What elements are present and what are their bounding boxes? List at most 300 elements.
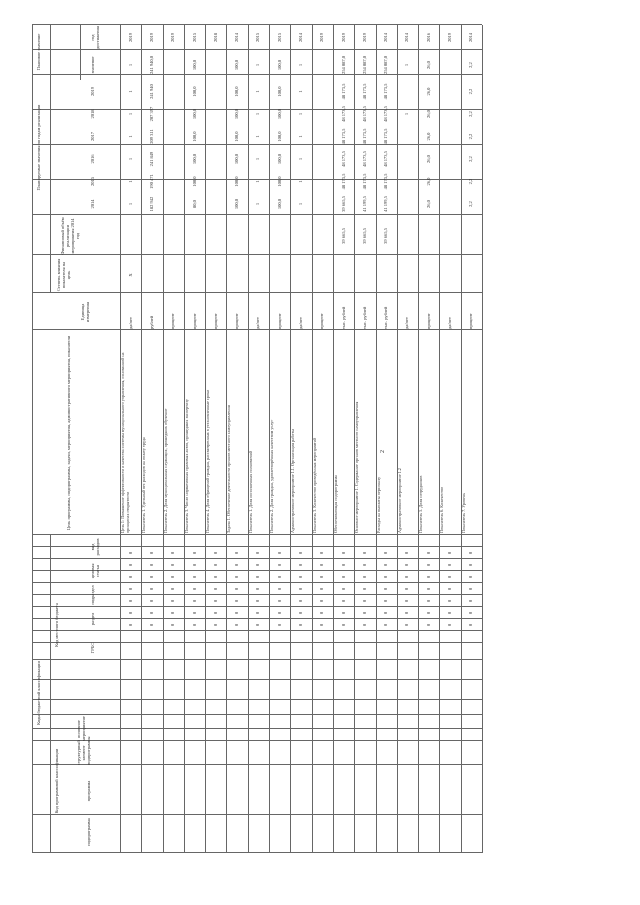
- row-year-reach: 2018: [212, 33, 218, 42]
- row-unit: да/нет: [404, 317, 410, 329]
- row-year-value: 48 173,5: [361, 173, 367, 190]
- code-digit: 0: [212, 587, 218, 591]
- header-budget-col: подраздел: [90, 585, 95, 605]
- code-digit: 0: [212, 623, 218, 627]
- code-digit: 0: [319, 575, 325, 579]
- code-digit: 0: [276, 587, 282, 591]
- row-year-value: 100,0: [191, 86, 197, 97]
- code-digit: 0: [383, 587, 389, 591]
- code-digit: 0: [425, 563, 431, 567]
- code-digit: 0: [447, 563, 453, 567]
- code-digit: 0: [468, 551, 474, 555]
- row-year-value: 2,2: [468, 178, 474, 185]
- code-digit: 0: [170, 611, 176, 615]
- column-rule: [32, 728, 482, 729]
- code-digit: 0: [298, 599, 303, 603]
- row-year-reach: 2014: [234, 33, 240, 42]
- code-digit: 0: [170, 563, 176, 567]
- row-year-value: 48 173,5: [383, 106, 389, 122]
- row-year-value: 1: [298, 180, 303, 183]
- code-digit: 0: [298, 551, 303, 555]
- row-year-value: 190 471: [148, 174, 154, 189]
- header-year: 2019: [90, 87, 95, 96]
- row-year-value: 26,0: [425, 200, 431, 208]
- code-digit: 0: [212, 563, 218, 567]
- row-year-value: 39 665,5: [340, 196, 346, 212]
- code-digit: 0: [340, 611, 346, 615]
- row-final-value: 100,0: [191, 59, 197, 71]
- row-year-value: 100,0: [276, 108, 282, 120]
- code-digit: 0: [191, 611, 197, 615]
- header-by-years: Планируемые значения по годам реализации: [36, 104, 41, 191]
- code-digit: 0: [170, 575, 176, 579]
- row-year-value: 1: [255, 112, 261, 116]
- code-digit: 0: [191, 623, 197, 627]
- row-unit: процент: [276, 313, 282, 329]
- row-final-value: 1: [404, 63, 410, 67]
- row-year-value: 48 173,5: [383, 151, 389, 167]
- header-year: 2018: [90, 109, 95, 119]
- code-digit: 0: [404, 611, 410, 615]
- code-digit: 0: [148, 587, 154, 591]
- row-year-value: 2,2: [468, 156, 474, 162]
- code-digit: 0: [212, 611, 218, 615]
- code-digit: 0: [212, 551, 218, 555]
- row-finance: 39 665,5: [361, 228, 367, 244]
- row-unit: тыс. рублей: [383, 306, 389, 329]
- row-unit: тыс. рублей: [340, 306, 346, 329]
- row-year-value: 241 940: [148, 84, 154, 99]
- row-year-value: 241 849: [148, 151, 154, 167]
- row-year-reach: 2019: [319, 33, 325, 42]
- row-year-value: 26,0: [425, 110, 431, 118]
- code-digit: 0: [361, 551, 367, 555]
- header-year: 2017: [90, 132, 95, 141]
- row-description: Показатель 4. Доля обращений граждан, рассмотренных в установленные сроки: [205, 389, 211, 533]
- code-digit: 0: [127, 623, 133, 627]
- header-value: значение: [90, 56, 95, 74]
- column-rule: [32, 679, 482, 680]
- code-digit: 0: [468, 623, 474, 627]
- code-digit: 0: [234, 611, 240, 615]
- code-digit: 0: [383, 575, 389, 579]
- code-digit: 0: [255, 611, 261, 615]
- row-year-reach: 2015: [255, 33, 261, 42]
- row-year-value: 100,0: [234, 86, 240, 97]
- row-unit: да/нет: [127, 317, 133, 329]
- code-digit: 0: [404, 587, 410, 591]
- column-rule: [32, 659, 482, 660]
- code-digit: 0: [319, 551, 325, 555]
- row-year-value: 26,0: [425, 132, 431, 141]
- row-year-value: 100,0: [191, 131, 197, 142]
- row-year-value: 41 199,5: [361, 196, 367, 212]
- row-year-value: 1: [127, 157, 133, 161]
- code-digit: 0: [148, 599, 154, 603]
- column-rule: [32, 329, 482, 330]
- code-digit: 0: [319, 599, 325, 603]
- column-rule: [32, 714, 482, 715]
- row-year-value: 48 173,5: [340, 173, 346, 190]
- code-digit: 0: [234, 623, 240, 627]
- code-digit: 0: [425, 587, 431, 591]
- code-digit: 0: [319, 611, 325, 615]
- row-unit: процент: [425, 313, 431, 329]
- code-digit: 0: [468, 587, 474, 591]
- row-year-value: 1: [404, 112, 410, 116]
- code-digit: 0: [148, 623, 154, 627]
- code-digit: 0: [127, 587, 133, 591]
- row-year-value: 2,2: [468, 88, 474, 95]
- code-digit: 0: [383, 551, 389, 555]
- header-group-rule: [50, 25, 51, 293]
- code-digit: 0: [127, 563, 133, 567]
- row-final-value: 1: [127, 63, 133, 67]
- row-final-value: 100,0: [234, 59, 240, 71]
- code-digit: 0: [191, 587, 197, 591]
- code-digit: 0: [255, 563, 261, 567]
- row-year-value: 48 173,5: [361, 128, 367, 145]
- row-year-value: 1: [255, 157, 261, 161]
- code-digit: 0: [468, 563, 474, 567]
- column-rule: [32, 254, 482, 255]
- code-digit: 0: [191, 563, 197, 567]
- code-digit: 0: [127, 575, 133, 579]
- row-year-value: 100,0: [191, 108, 197, 120]
- code-digit: 0: [319, 587, 325, 591]
- row-year-value: 1: [255, 202, 261, 206]
- header-year: 2015: [90, 177, 95, 186]
- code-digit: 0: [191, 551, 197, 555]
- code-digit: 0: [234, 563, 240, 567]
- code-digit: 0: [148, 551, 154, 555]
- row-year-value: 48 173,5: [340, 128, 346, 145]
- row-year-value: 207 397: [148, 106, 154, 122]
- code-digit: 0: [276, 551, 282, 555]
- row-year-value: 48 173,5: [361, 151, 367, 167]
- row-year-value: 1: [127, 112, 133, 116]
- code-digit: 0: [234, 587, 240, 591]
- code-digit: 0: [234, 551, 240, 555]
- row-year-value: 48 173,5: [340, 106, 346, 122]
- code-digit: 0: [447, 599, 453, 603]
- header-subprogram: подпрограмма: [86, 818, 91, 846]
- row-year-reach: 2019: [170, 33, 176, 42]
- code-digit: 0: [447, 623, 453, 627]
- column-rule: [32, 740, 482, 741]
- row-unit: процент: [319, 313, 325, 329]
- code-digit: 0: [383, 599, 389, 603]
- row-year-reach: 2014: [298, 33, 303, 42]
- row-year-value: 48 173,5: [340, 151, 346, 167]
- code-digit: 0: [361, 575, 367, 579]
- row-year-value: 1: [255, 90, 261, 93]
- row-year-value: 209 311: [148, 129, 154, 144]
- header-budget-col: ГРБС: [90, 642, 95, 654]
- row-description: Обеспечивающая подпрограмма: [332, 475, 338, 533]
- row-year-reach: 2014: [468, 33, 474, 42]
- row-year-value: 2,2: [468, 133, 474, 140]
- row-unit: рублей: [148, 315, 154, 329]
- row-year-value: 100,0: [276, 176, 282, 187]
- row-finance: 39 665,5: [340, 228, 346, 244]
- row-year-value: 48 173,5: [361, 83, 367, 100]
- row-year-value: 2,2: [468, 201, 474, 207]
- code-digit: 0: [425, 599, 431, 603]
- row-description: Административное мероприятие 1.1. Организация работы: [290, 429, 296, 533]
- code-digit: 0: [298, 587, 303, 591]
- row-weight: X: [127, 273, 133, 277]
- row-year-value: 100,0: [191, 176, 197, 187]
- header-final: Плановое значение: [36, 33, 41, 71]
- code-digit: 0: [340, 599, 346, 603]
- row-unit: процент: [212, 313, 218, 329]
- row-year-value: 26,0: [425, 87, 431, 96]
- row-year-value: 1: [127, 90, 133, 93]
- code-digit: 0: [319, 623, 325, 627]
- code-digit: 0: [170, 623, 176, 627]
- row-description: Цель 1: Повышение эффективности и качества системы муниципального управления, основанной на принципах открытости: [120, 352, 130, 533]
- row-year-value: 1: [298, 135, 303, 138]
- column-rule: [32, 642, 482, 643]
- code-digit: 0: [383, 623, 389, 627]
- row-final-value: 254 087,0: [340, 56, 346, 74]
- code-digit: 0: [255, 587, 261, 591]
- page-number: 2: [380, 450, 386, 453]
- row-year-value: 100,0: [234, 153, 240, 165]
- code-digit: 0: [404, 599, 410, 603]
- row-description: Показатель 1. Доля исполненных полномочий: [247, 450, 253, 533]
- header-program: программа: [86, 780, 91, 802]
- row-year-reach: 2015: [191, 33, 197, 42]
- table-bottom-border: [482, 25, 483, 853]
- code-digit: 0: [447, 611, 453, 615]
- column-rule: [32, 292, 482, 293]
- code-digit: 0: [148, 611, 154, 615]
- row-year-reach: 2019: [148, 33, 154, 42]
- header-year: 2014: [90, 199, 95, 209]
- code-digit: 0: [447, 575, 453, 579]
- row-year-value: 100,0: [276, 131, 282, 142]
- row-year-value: 100,0: [234, 108, 240, 120]
- header-budget-col: вид расходов: [90, 538, 100, 556]
- row-description: Показатель 6. Количество: [439, 486, 445, 533]
- header-goal-name: Цель программы, подпрограммы, задачи, мероприятия, административного мероприятия, показатели: [66, 335, 71, 531]
- row-year-value: 26,0: [425, 155, 431, 163]
- header-group-rule: [50, 535, 51, 853]
- row-description: Показатель 3. Количество проведённых мероприятий: [311, 437, 317, 533]
- row-year-value: 100,0: [234, 131, 240, 142]
- row-year-value: 26,0: [425, 177, 431, 186]
- code-digit: 0: [383, 611, 389, 615]
- code-digit: 0: [361, 623, 367, 627]
- code-digit: 0: [255, 623, 261, 627]
- code-digit: 0: [191, 575, 197, 579]
- code-digit: 0: [234, 575, 240, 579]
- header-year: 2016: [90, 154, 95, 164]
- row-description: Основное мероприятие 1. Содержание органов местного самоуправления: [354, 401, 360, 533]
- row-year-reach: 2019: [340, 33, 346, 42]
- code-digit: 0: [255, 551, 261, 555]
- header-group-rule: [80, 25, 81, 80]
- column-rule: [32, 814, 482, 815]
- code-digit: 0: [425, 575, 431, 579]
- row-year-reach: 2015: [276, 33, 282, 42]
- row-year-value: 41 199,5: [383, 196, 389, 212]
- row-year-value: 1: [298, 90, 303, 93]
- row-unit: да/нет: [255, 317, 261, 329]
- code-digit: 0: [255, 575, 261, 579]
- code-digit: 0: [361, 599, 367, 603]
- row-year-value: 100,0: [191, 153, 197, 165]
- code-digit: 0: [170, 587, 176, 591]
- code-digit: 0: [298, 623, 303, 627]
- code-digit: 0: [255, 599, 261, 603]
- code-digit: 0: [447, 587, 453, 591]
- row-year-value: 100,0: [276, 153, 282, 165]
- row-unit: процент: [170, 313, 176, 329]
- header-weight: Степень влияния показателя на цель: [56, 258, 71, 292]
- row-year-value: 2,2: [468, 111, 474, 117]
- code-digit: 0: [276, 575, 282, 579]
- header-prog-codes: Код программной классификации: [54, 748, 59, 814]
- code-digit: 0: [340, 563, 346, 567]
- row-description: Показатель 5. Доля сотрудников: [418, 475, 424, 533]
- row-unit: процент: [468, 313, 474, 329]
- code-digit: 0: [298, 611, 303, 615]
- code-digit: 0: [340, 575, 346, 579]
- row-year-value: 1: [298, 202, 303, 206]
- code-digit: 0: [383, 563, 389, 567]
- code-digit: 0: [425, 623, 431, 627]
- row-year-reach: 2019: [361, 33, 367, 42]
- code-digit: 0: [191, 599, 197, 603]
- code-digit: 0: [361, 611, 367, 615]
- header-finance: Финансовый объём реализации мероприятия 2014 год: [60, 217, 80, 255]
- code-digit: 0: [298, 563, 303, 567]
- row-final-value: 254 087,0: [383, 56, 389, 74]
- code-digit: 0: [404, 563, 410, 567]
- header-unit: Единица измерения: [80, 301, 90, 323]
- row-finance: 39 665,5: [383, 228, 389, 244]
- code-digit: 0: [425, 611, 431, 615]
- code-digit: 0: [127, 551, 133, 555]
- code-digit: 0: [276, 611, 282, 615]
- row-final-value: 1: [255, 63, 261, 67]
- row-year-value: 100,0: [276, 86, 282, 97]
- code-digit: 0: [340, 587, 346, 591]
- header-year-reach: год достижения: [90, 26, 100, 49]
- code-digit: 0: [361, 587, 367, 591]
- row-final-value: 254 087,0: [361, 56, 367, 74]
- header-budget-col: раздел: [90, 612, 95, 626]
- row-unit: процент: [234, 313, 240, 329]
- row-year-value: 48 173,5: [340, 83, 346, 100]
- code-digit: 0: [404, 623, 410, 627]
- column-rule: [32, 764, 482, 765]
- row-final-value: 100,0: [276, 59, 282, 71]
- row-year-value: 80,0: [191, 200, 197, 208]
- row-year-reach: 2016: [425, 33, 431, 42]
- code-digit: 0: [447, 551, 453, 555]
- code-digit: 0: [468, 575, 474, 579]
- row-year-reach: 2019: [127, 33, 133, 42]
- code-digit: 0: [361, 563, 367, 567]
- row-year-value: 48 173,5: [383, 128, 389, 145]
- code-digit: 0: [212, 575, 218, 579]
- header-main-activity: основное мероприятие: [76, 716, 86, 741]
- row-year-value: 182 942: [148, 196, 154, 212]
- code-digit: 0: [298, 575, 303, 579]
- row-unit: процент: [191, 313, 197, 329]
- header-element: структурный элемент подпрограммы: [76, 736, 91, 765]
- row-year-value: 100,0: [234, 176, 240, 187]
- row-final-value: 1: [298, 63, 303, 67]
- code-digit: 0: [404, 551, 410, 555]
- code-digit: 0: [425, 551, 431, 555]
- row-year-value: 1: [127, 135, 133, 138]
- code-digit: 0: [276, 623, 282, 627]
- code-digit: 0: [170, 599, 176, 603]
- row-description: Показатель 7. Уровень: [460, 492, 466, 533]
- row-unit: тыс. рублей: [361, 306, 367, 329]
- code-digit: 0: [170, 551, 176, 555]
- row-description: Задача 1. Обеспечение деятельности органов местного самоуправления: [226, 405, 232, 533]
- row-final-value: 241 940,0: [148, 56, 154, 74]
- code-digit: 0: [468, 611, 474, 615]
- row-year-value: 1: [255, 135, 261, 138]
- row-final-value: 26,0: [425, 61, 431, 69]
- row-year-reach: 2014: [383, 33, 389, 42]
- code-digit: 0: [127, 599, 133, 603]
- code-digit: 0: [148, 563, 154, 567]
- header-local-budget: Код местного бюджета: [54, 603, 59, 647]
- row-year-reach: 2019: [447, 33, 453, 42]
- code-digit: 0: [212, 599, 218, 603]
- header-class-code: Коды бюджетной классификации: [36, 661, 41, 725]
- code-digit: 0: [148, 575, 154, 579]
- code-digit: 0: [468, 599, 474, 603]
- header-budget-col: целевая статья: [90, 563, 100, 579]
- row-unit: да/нет: [298, 317, 303, 329]
- row-year-value: 1: [298, 112, 303, 116]
- code-digit: 0: [276, 599, 282, 603]
- row-description: Показатель 2. Доля граждан, удовлетворённых качеством услуг: [269, 419, 275, 533]
- code-digit: 0: [276, 563, 282, 567]
- row-year-value: 48 173,5: [361, 106, 367, 122]
- row-description: Показатель 3. Число нормативных правовых актов, прошедших экспертизу: [183, 399, 189, 533]
- code-digit: 0: [340, 623, 346, 627]
- code-digit: 0: [319, 563, 325, 567]
- code-digit: 0: [404, 575, 410, 579]
- code-digit: 0: [127, 611, 133, 615]
- row-final-value: 2,2: [468, 62, 474, 68]
- column-rule: [32, 699, 482, 700]
- row-year-value: 1: [255, 180, 261, 183]
- row-year-reach: 2014: [404, 33, 410, 42]
- row-year-value: 100,0: [276, 198, 282, 210]
- row-year-value: 100,0: [234, 198, 240, 210]
- row-description: Расходы на выплаты персоналу: [375, 476, 381, 533]
- table-left-border: [32, 852, 482, 853]
- row-year-value: 48 173,5: [383, 83, 389, 100]
- row-description: Показатель 1. Удельный вес расходов на оплату труда: [141, 437, 147, 533]
- row-description: Административное мероприятие 1.2: [396, 468, 402, 533]
- row-unit: да/нет: [447, 317, 453, 329]
- row-description: Показатель 2. Доля муниципальных служащих, прошедших обучение: [162, 408, 168, 533]
- row-year-value: 1: [127, 202, 133, 206]
- row-year-value: 1: [298, 157, 303, 161]
